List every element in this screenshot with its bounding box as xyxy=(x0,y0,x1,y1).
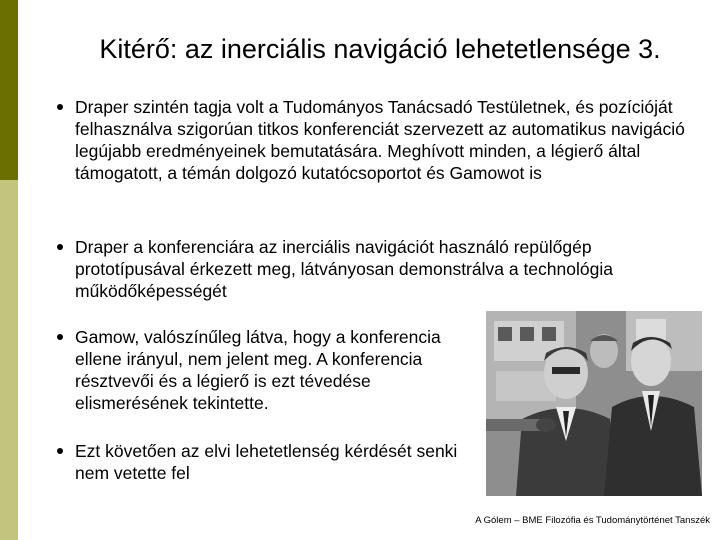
bullet-item xyxy=(75,236,695,302)
bullet-icon xyxy=(57,244,63,250)
bullet-text: Draper szintén tagja volt a Tudományos Tanácsadó Testületnek, és pozícióját felhasználva szigorúan titkos konferenciát szervezett az automatikus navigáció legújabb eredményeinek bemutatására. Meghívott minden, a légierő által támogatott, a témán dolgozó kutatócsoportot és Gamowot is xyxy=(75,97,685,183)
bullet-item xyxy=(75,440,470,484)
bullet-text: Gamow, valószínűleg látva, hogy a konferencia ellene irányul, nem jelent meg. A konferencia résztvevői és a légierő is ezt tévedése elismerésének tekintette. xyxy=(75,327,441,413)
photo-illustration xyxy=(486,311,702,496)
bullet-icon xyxy=(57,104,63,110)
bullet-item xyxy=(75,96,695,184)
slide-footer: A Gólem – BME Filozófia és Tudománytörténet Tanszék xyxy=(475,515,710,526)
slide-sidebar xyxy=(0,0,18,540)
bullet-text: Ezt követően az elvi lehetetlenség kérdését senki nem vetette fel xyxy=(75,441,458,483)
sidebar-dark-band xyxy=(0,0,18,180)
slide-title: Kitérő: az inerciális navigáció lehetetlensége 3. xyxy=(99,34,661,64)
bullet-text: Draper a konferenciára az inerciális navigációt használó repülőgép prototípusával érkezett meg, látványosan demonstrálva a technológia működőképességét xyxy=(75,237,613,301)
bullet-icon xyxy=(57,334,63,340)
sidebar-light-band xyxy=(0,180,18,540)
conference-photo xyxy=(486,311,702,496)
bullet-icon xyxy=(57,448,63,454)
bullet-item xyxy=(75,326,470,414)
